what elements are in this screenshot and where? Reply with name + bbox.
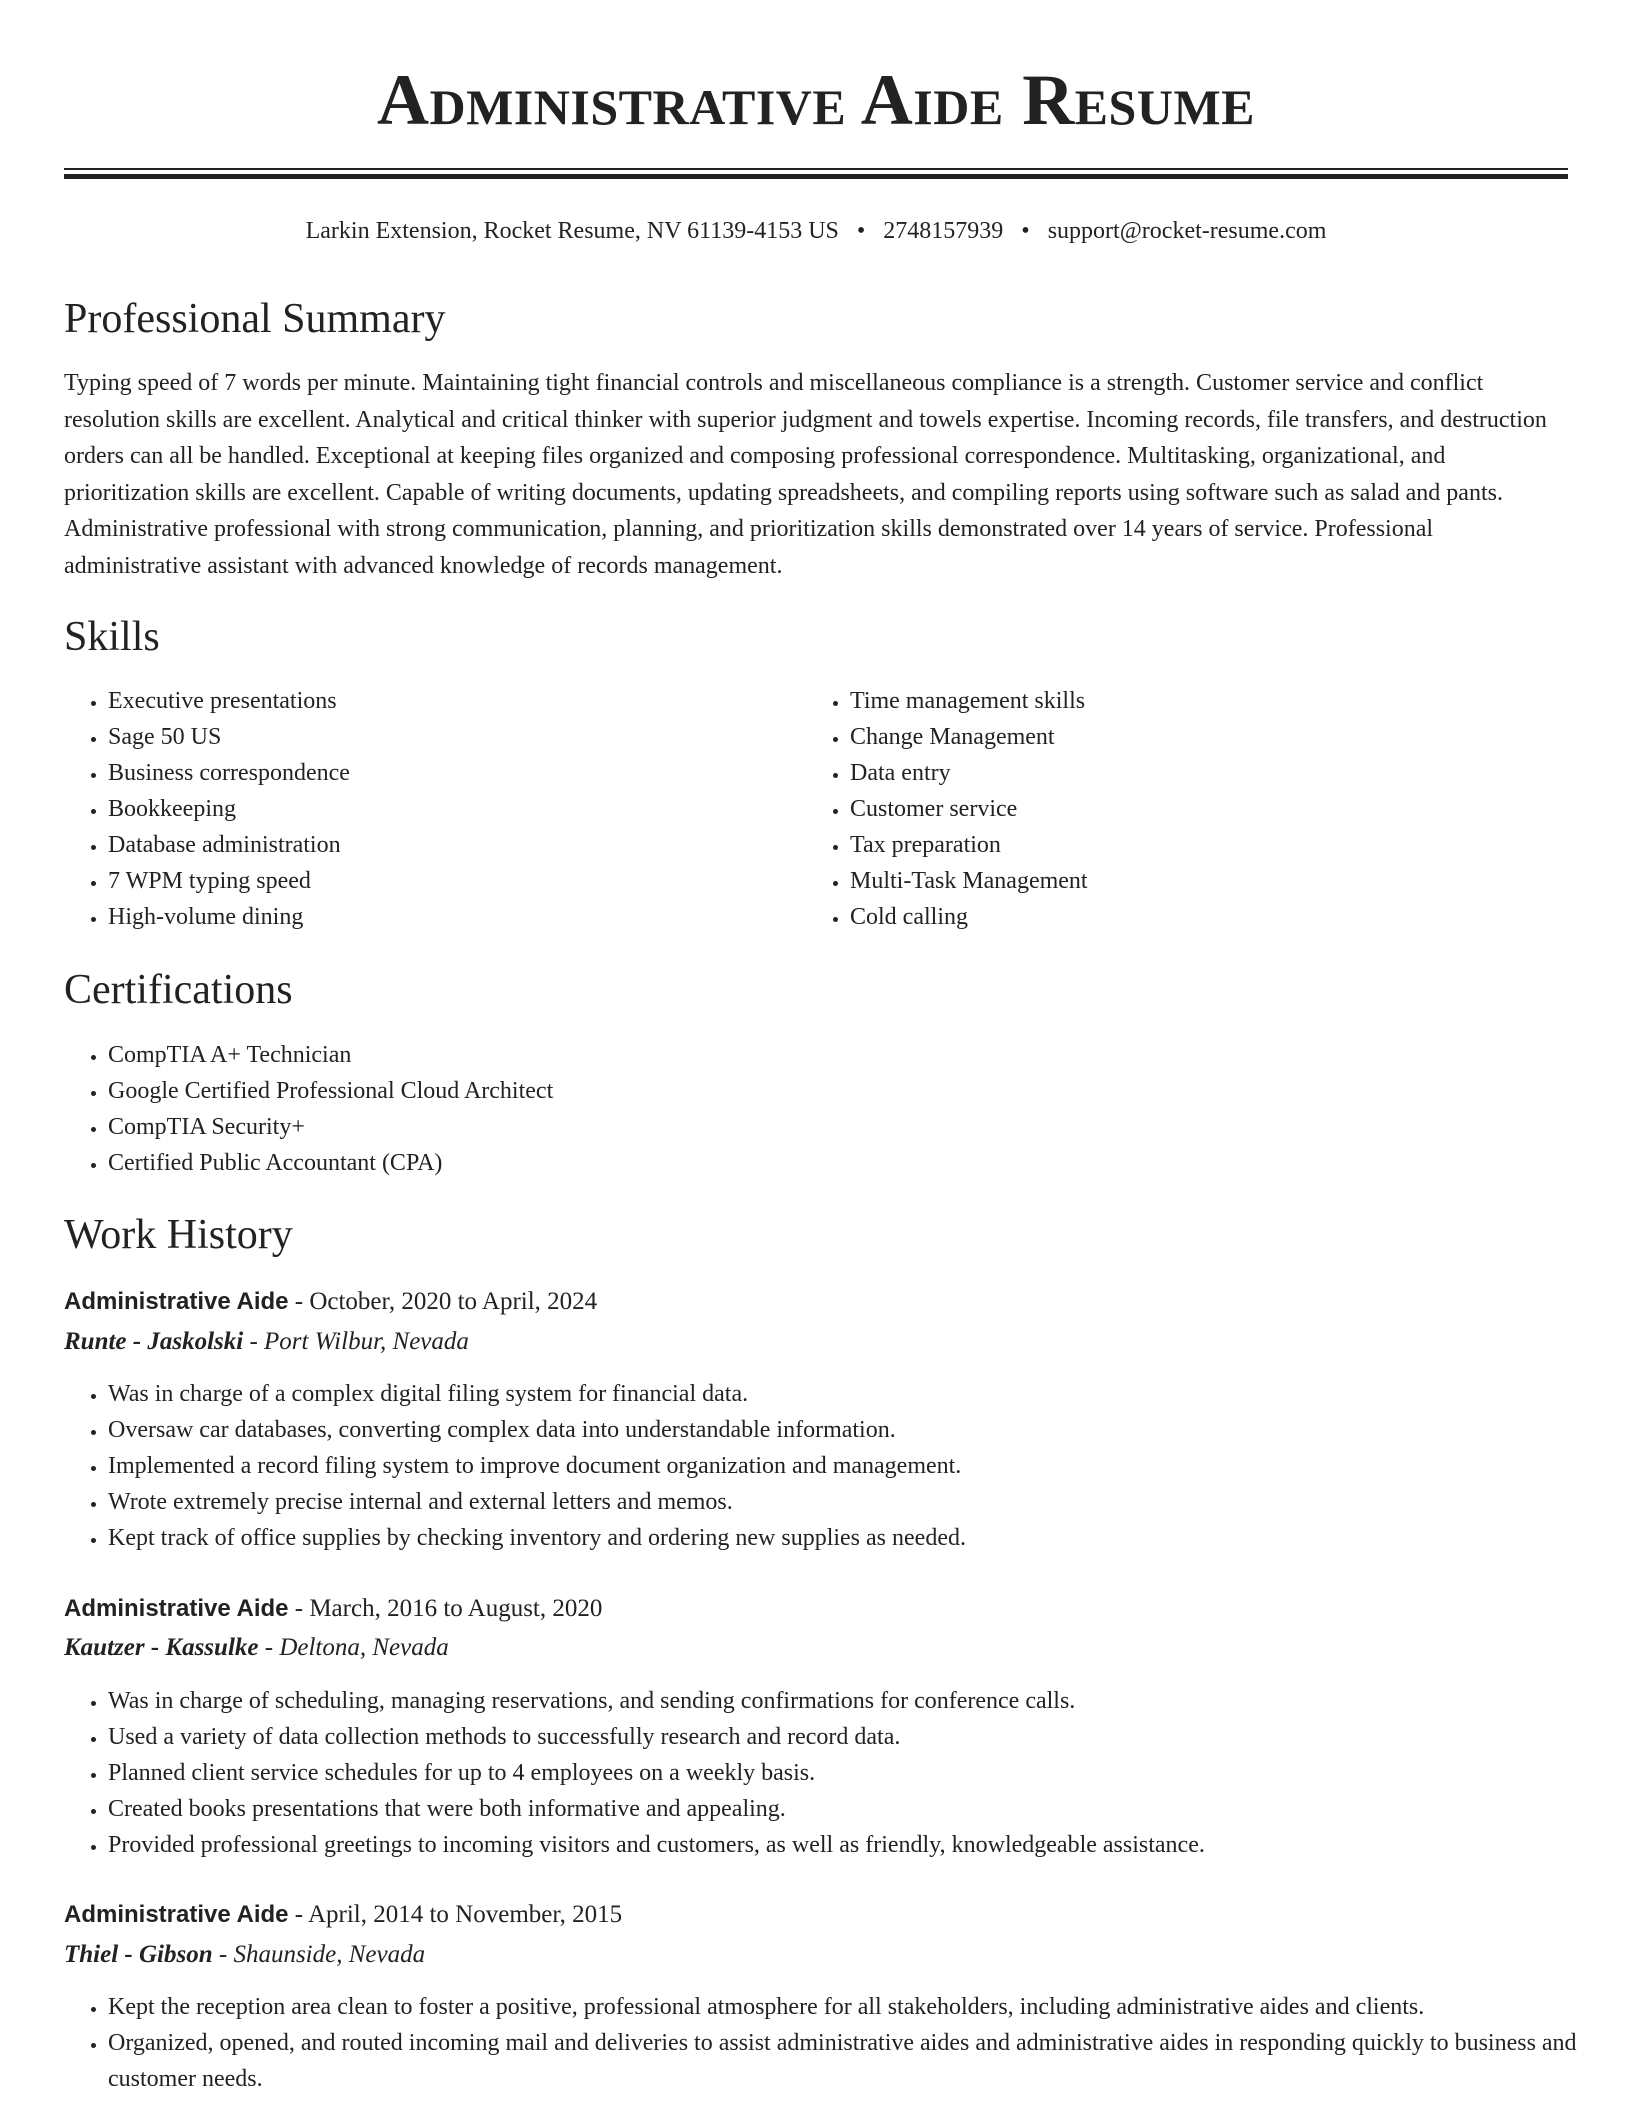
job-bullet: • Was in charge of scheduling, managing reservations, and sending confirmations for conference calls. bbox=[108, 1683, 1608, 1719]
skill-item: • Data entry bbox=[850, 755, 1570, 791]
job-bullet: • Kept the reception area clean to foster a positive, professional atmosphere for all stakeholders, including administrative aides and clients. bbox=[108, 1989, 1608, 2025]
certification-item: • Certified Public Accountant (CPA) bbox=[108, 1145, 1308, 1181]
job-location: Deltona, Nevada bbox=[279, 1634, 449, 1661]
certifications-heading: Certifications bbox=[64, 967, 293, 1013]
job-bullets bbox=[64, 1683, 1608, 1863]
job-company-line bbox=[64, 1324, 469, 1360]
job-bullet: • Planned client service schedules for up to 4 employees on a weekly basis. bbox=[108, 1755, 1608, 1791]
job-dash: - bbox=[288, 1901, 308, 1928]
contact-separator: • bbox=[1021, 218, 1030, 244]
job-title-line bbox=[64, 1897, 622, 1933]
contact-line bbox=[0, 214, 1632, 248]
job-dash: - bbox=[288, 1595, 310, 1622]
job-location: Shaunside, Nevada bbox=[233, 1941, 426, 1968]
job-bullet: • Wrote extremely precise internal and external letters and memos. bbox=[108, 1484, 1608, 1520]
job-company: Kautzer - Kassulke bbox=[64, 1634, 259, 1661]
job-location: Port Wilbur, Nevada bbox=[264, 1328, 469, 1355]
certification-item: • CompTIA A+ Technician bbox=[108, 1037, 1308, 1073]
skills-list-left bbox=[64, 683, 788, 935]
skill-item: • High-volume dining bbox=[108, 899, 788, 935]
job-bullets bbox=[64, 1989, 1608, 2097]
job-bullet: • Used a variety of data collection methods to successfully research and record data. bbox=[108, 1719, 1608, 1755]
certification-item: • CompTIA Security+ bbox=[108, 1109, 1308, 1145]
skill-item: • Change Management bbox=[850, 719, 1570, 755]
skill-item: • Time management skills bbox=[850, 683, 1570, 719]
skills-list-right bbox=[806, 683, 1570, 935]
job-bullet: • Was in charge of a complex digital filing system for financial data. bbox=[108, 1376, 1608, 1412]
skill-item: • Executive presentations bbox=[108, 683, 788, 719]
header-rule-thick bbox=[64, 174, 1568, 179]
skill-item: • Database administration bbox=[108, 827, 788, 863]
skills-heading: Skills bbox=[64, 614, 160, 660]
work-history-heading: Work History bbox=[64, 1212, 293, 1258]
job-dash: - bbox=[258, 1634, 280, 1661]
skill-item: • Bookkeeping bbox=[108, 791, 788, 827]
skill-item: • Cold calling bbox=[850, 899, 1570, 935]
summary-heading: Professional Summary bbox=[64, 296, 446, 342]
job-dates: March, 2016 to August, 2020 bbox=[309, 1595, 603, 1622]
job-bullet: • Oversaw car databases, converting complex data into understandable information. bbox=[108, 1412, 1608, 1448]
resume-title: Administrative Aide Resume bbox=[377, 60, 1255, 140]
contact-email: support@rocket-resume.com bbox=[1047, 218, 1327, 244]
job-bullet: • Provided professional greetings to incoming visitors and customers, as well as friendly, knowledgeable assistance. bbox=[108, 1827, 1608, 1863]
skill-item: • Tax preparation bbox=[850, 827, 1570, 863]
certifications-list bbox=[64, 1037, 1308, 1181]
header-rule-thin bbox=[64, 168, 1568, 170]
job-company: Thiel - Gibson bbox=[64, 1941, 213, 1968]
job-title-line bbox=[64, 1591, 602, 1627]
job-company: Runte - Jaskolski bbox=[64, 1328, 244, 1355]
skill-item: • Customer service bbox=[850, 791, 1570, 827]
job-title: Administrative Aide bbox=[64, 1288, 289, 1315]
skill-item: • Multi-Task Management bbox=[850, 863, 1570, 899]
certification-item: • Google Certified Professional Cloud Architect bbox=[108, 1073, 1308, 1109]
contact-address: Larkin Extension, Rocket Resume, NV 61139-4153 US bbox=[305, 218, 839, 244]
job-bullet: • Organized, opened, and routed incoming mail and deliveries to assist administrative aides and administrative aides in responding quickly to business and customer needs. bbox=[108, 2025, 1608, 2097]
job-company-line bbox=[64, 1630, 449, 1666]
job-company-line bbox=[64, 1937, 425, 1973]
job-bullet: • Created books presentations that were both informative and appealing. bbox=[108, 1791, 1608, 1827]
job-dash: - bbox=[212, 1941, 234, 1968]
contact-phone: 2748157939 bbox=[883, 218, 1004, 244]
job-bullet: • Implemented a record filing system to improve document organization and management. bbox=[108, 1448, 1608, 1484]
contact-separator: • bbox=[856, 218, 866, 244]
job-dates: April, 2014 to November, 2015 bbox=[307, 1901, 623, 1928]
summary-text: Typing speed of 7 words per minute. Maintaining tight financial controls and miscellaneous compliance is a strength. Customer service and conflict resolution skills are excellent. Analytical and critical thinker with superior judgment and towels expertise. Incoming records, file transfers, and destruction orders can all be handled. Exceptional at keeping files organized and composing professional correspondence. Multitasking, organizational, and prioritization skills are excellent. Capable of writing documents, updating spreadsheets, and compiling reports using software such as salad and pants. Administrative professional with strong communication, planning, and prioritization skills demonstrated over 14 years of service. Professional administrative assistant with advanced knowledge of records management. bbox=[64, 370, 1547, 579]
skill-item: • 7 WPM typing speed bbox=[108, 863, 788, 899]
job-title: Administrative Aide bbox=[64, 1901, 289, 1928]
job-bullet: • Kept track of office supplies by checking inventory and ordering new supplies as needed. bbox=[108, 1520, 1608, 1556]
skill-item: • Sage 50 US bbox=[108, 719, 788, 755]
job-bullets bbox=[64, 1376, 1608, 1556]
job-dash: - bbox=[243, 1328, 265, 1355]
job-dates: October, 2020 to April, 2024 bbox=[309, 1288, 598, 1315]
job-title-line bbox=[64, 1284, 597, 1320]
skill-item: • Business correspondence bbox=[108, 755, 788, 791]
job-title: Administrative Aide bbox=[64, 1595, 289, 1622]
job-dash: - bbox=[288, 1288, 310, 1315]
